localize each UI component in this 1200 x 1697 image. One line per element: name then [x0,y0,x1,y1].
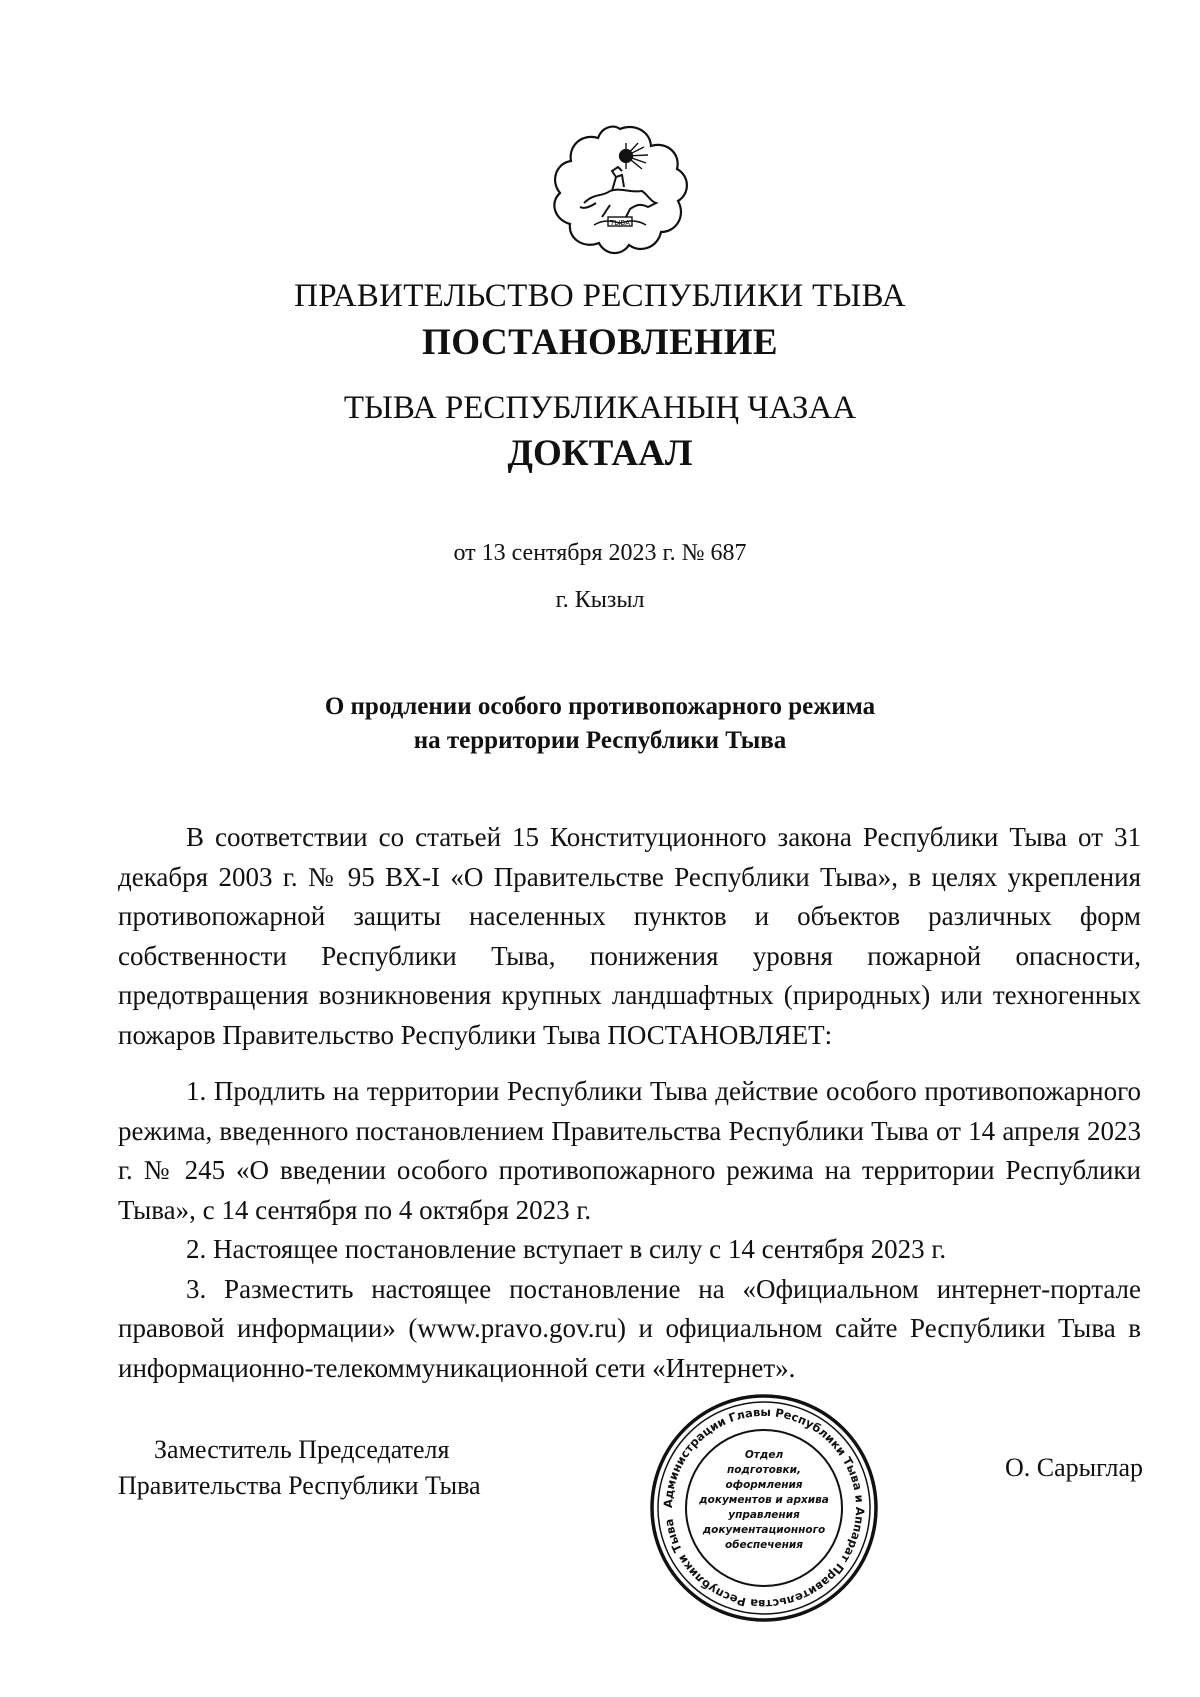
stamp-line-7: обеспечения [725,1539,803,1551]
stamp-line-5: управления [728,1509,800,1521]
stamp-line-6: документационного [702,1524,826,1536]
resolution-item-1: 1. Продлить на территории Республики Тыва действие особого противопожарного режима, введенного постановлением Правительства Республики Тыва от 14 апреля 2023 г. № 245 «О введении особого противопожарного режима на территории Республики Тыва», с 14 сентября по 4 октября 2023 г. [118,1076,1141,1225]
signatory-name: О. Сарыглар [1005,1453,1143,1482]
resolution-item-3: 3. Разместить настоящее постановление на «Официальном интернет-портале правовой информации» (www.pravo.gov.ru) и официальном сайте Республики Тыва в информационно-телекоммуникационной сети «Интернет». [118,1273,1141,1383]
svg-text:Администрации Главы Республики [661,1405,867,1611]
stamp-line-4: документов и архива [699,1494,829,1506]
stamp-line-3: оформления [725,1479,803,1491]
preamble-paragraph: В соответствии со статьей 15 Конституционного закона Республики Тыва от 31 декабря 2003 г. № 95 ВХ-I «О Правительстве Республики Тыва», в целях укрепления противопожарной защиты населенных пунктов и объектов различных форм собственности Республики Тыва, понижения уровня пожарной опасности, предотвращения возникновения крупных ландшафтных (природных) или техногенных пожаров Правительство Республики Тыва ПОСТАНОВЛЯЕТ: [118,822,1141,1050]
government-title-tyva: ТЫВА РЕСПУБЛИКАНЫҢ ЧАЗАА [343,390,857,426]
position-line-1: Заместитель Председателя [154,1435,450,1464]
government-title: ПРАВИТЕЛЬСТВО РЕСПУБЛИКИ ТЫВА [294,278,906,314]
preamble [118,818,1141,1055]
stamp-ring-text: Администрации Главы Республики Тыва и Аппарат Правительства Республики Тыва [660,1404,868,1612]
stamp-line-1: Отдел [744,1449,784,1461]
subject-line-2: на территории Республики Тыва [413,727,787,754]
resolution-item-2: 2. Настоящее постановление вступает в силу с 14 сентября 2023 г. [186,1234,947,1264]
resolution-items [118,1072,1141,1388]
coat-of-arms-icon [550,121,690,261]
city: г. Кызыл [555,587,645,613]
document-type-tyva: ДОКТААЛ [507,433,693,474]
position-line-2: Правительства Республики Тыва [118,1471,481,1500]
document-subject [0,690,1200,758]
subject-line-1: О продлении особого противопожарного режима [324,693,876,720]
emblem-label: ТЫВА [609,219,631,227]
date-and-number: от 13 сентября 2023 г. № 687 [453,540,747,566]
official-stamp-icon [648,1392,880,1624]
document-type: ПОСТАНОВЛЕНИЕ [421,322,779,363]
stamp-line-2: подготовки, [726,1464,802,1476]
signatory-position [118,1432,481,1504]
